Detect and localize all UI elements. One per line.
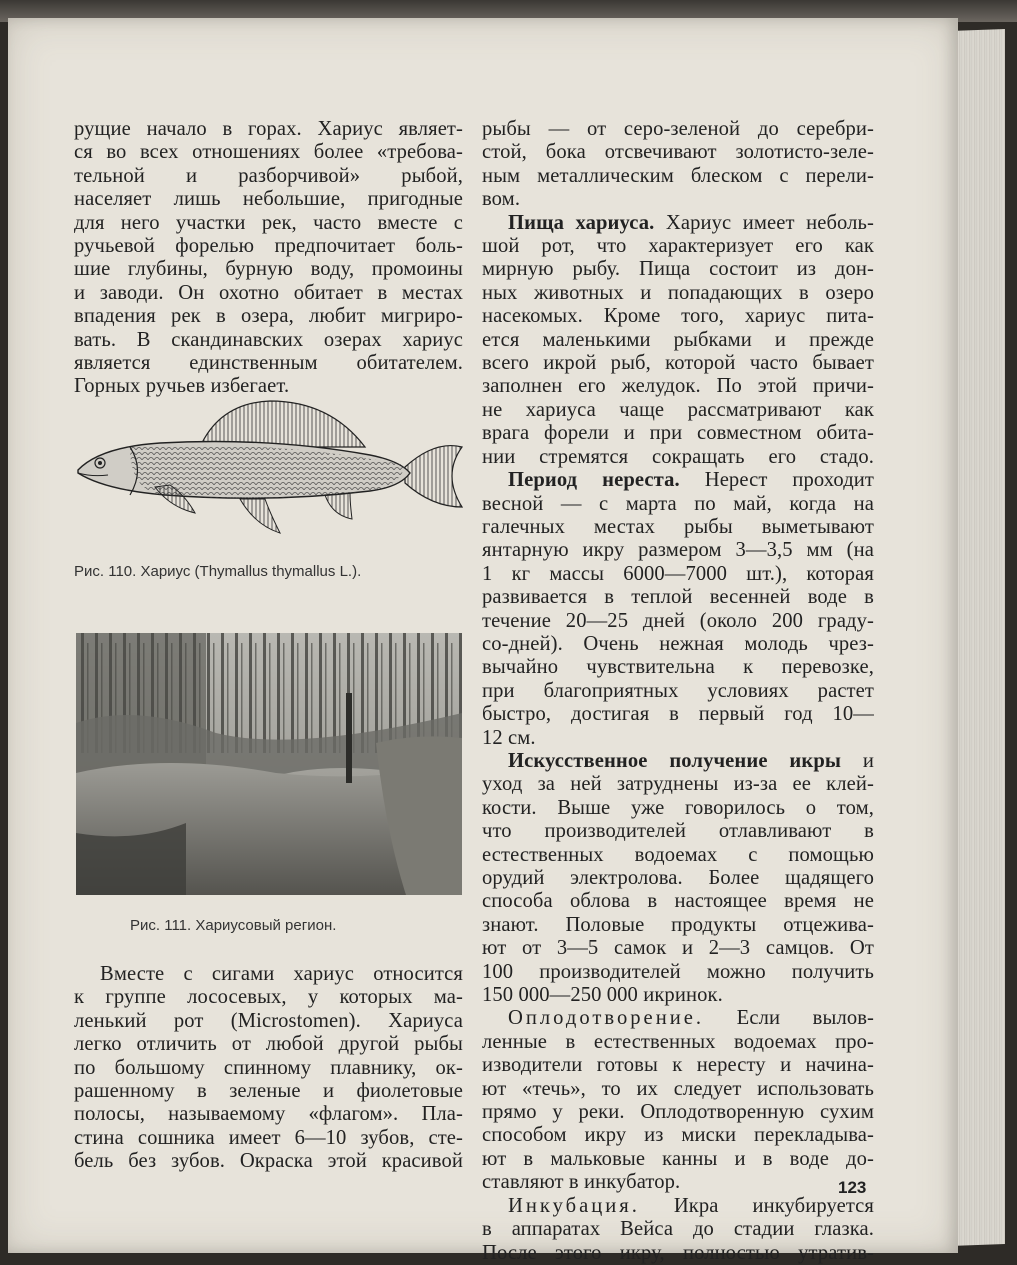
text-line: ручьевой форелью предпочитает боль- bbox=[74, 235, 463, 258]
text-line: 12 см. bbox=[482, 726, 536, 749]
text-line: знают. Половые продукты отцежива- bbox=[482, 913, 874, 936]
text-line: способа облова в настоящее время не bbox=[482, 890, 874, 913]
text-line: ленький рот (Microstomen). Хариуса bbox=[74, 1009, 463, 1032]
text-line: изводители готовы к нересту и начина- bbox=[482, 1054, 874, 1077]
text-line: для него участки рек, часто вместе с bbox=[74, 211, 463, 234]
text-line: ным металлическим блеском с перели- bbox=[482, 164, 874, 187]
text-line: естественных водоемах с помощью bbox=[482, 843, 874, 866]
text-line: весной — с марта по май, когда на bbox=[482, 492, 874, 515]
page-number: 123 bbox=[838, 1178, 867, 1197]
text-line: шие глубины, бурную воду, промоины bbox=[74, 258, 463, 281]
text-line: стой, бока отсвечивают золотисто-зеле- bbox=[482, 141, 874, 164]
text-line: уход за ней затруднены из-за ее клей- bbox=[482, 773, 874, 796]
section-heading-food: Пища хариуса. bbox=[508, 211, 655, 234]
text-line: и заводи. Он охотно обитает в местах bbox=[74, 281, 463, 304]
grayling-fish-illustration bbox=[70, 395, 465, 545]
text-line: со-дней). Очень нежная молодь чрез- bbox=[482, 632, 874, 655]
text-line: После этого икру, полностью утратив- bbox=[482, 1241, 874, 1264]
text-line: насекомых. Кроме того, хариус пита- bbox=[482, 305, 874, 328]
text-line: способом икру из миски перекладыва- bbox=[482, 1124, 874, 1147]
text-line: ленные в естественных водоемах про- bbox=[482, 1030, 874, 1053]
text-line: вом. bbox=[482, 188, 521, 211]
text-line: шой рот, что характеризует его как bbox=[482, 235, 874, 258]
text-line: вычайно чувствительна к перевозке, bbox=[482, 656, 874, 679]
text-line: рыбы — от серо-зеленой до серебри- bbox=[482, 118, 874, 140]
text-line: ют в мальковые канны и в воде до- bbox=[482, 1147, 874, 1170]
text-line: прямо у реки. Оплодотворенную сухим bbox=[482, 1101, 874, 1124]
text-line: стина сошника имеет 6—10 зубов, сте- bbox=[74, 1126, 463, 1149]
text-line: при благоприятных условиях растет bbox=[482, 679, 874, 702]
text-line: рашенному в зеленые и фиолетовые bbox=[74, 1080, 463, 1103]
text-line: ют «течь», то их следует использовать bbox=[482, 1077, 874, 1100]
text-line: в аппаратах Вейса до стадии глазка. bbox=[482, 1218, 874, 1241]
figure-111-caption: Рис. 111. Хариусовый регион. bbox=[130, 917, 337, 934]
text-line: 100 производителей можно получить bbox=[482, 960, 874, 983]
text-line: к группе лососевых, у которых ма- bbox=[74, 986, 463, 1009]
page-edges bbox=[950, 29, 1005, 1246]
section-eggs-line: Искусственное получение икры и bbox=[508, 749, 875, 772]
grayling-region-photo bbox=[76, 633, 462, 895]
text-line: что производителей отлавливают в bbox=[482, 820, 874, 843]
text-line: впадения рек в озера, любит мигриро- bbox=[74, 305, 463, 328]
text-line: ных животных и попадающих в озеро bbox=[482, 281, 874, 304]
text-line: кости. Выше уже говорилось о том, bbox=[482, 796, 874, 819]
text-line: Горных ручьев избегает. bbox=[74, 375, 290, 398]
text-line: населяет лишь небольшие, пригодные bbox=[74, 188, 463, 211]
text-line: тельной и разборчивой» рыбой, bbox=[74, 164, 463, 187]
section-fert-line: Оплодотворение. Если вылов- bbox=[508, 1007, 874, 1030]
section-spawn-line: Период нереста. Нерест проходит bbox=[508, 469, 874, 492]
text-line: 150 000—250 000 икринок. bbox=[482, 984, 723, 1007]
text-line: врага форели и при совместном обита- bbox=[482, 422, 874, 445]
text-line: ют от 3—5 самок и 2—3 самцов. От bbox=[482, 937, 874, 960]
text-line: ется маленькими рыбками и прежде bbox=[482, 328, 874, 351]
text-line: янтарную икру размером 3—3,5 мм (на bbox=[482, 539, 874, 562]
text-line: ставляют в инкубатор. bbox=[482, 1171, 681, 1194]
text-line: всего икрой рыб, которой часто бывает bbox=[482, 352, 874, 375]
section-heading-incubation: Инкубация. bbox=[508, 1194, 640, 1217]
left-column-text bbox=[74, 118, 463, 399]
left-column-bottom-text bbox=[74, 963, 463, 1174]
text-line: рущие начало в горах. Хариус являет- bbox=[74, 118, 463, 140]
text-line: ся во всех отношениях более «требова- bbox=[74, 141, 463, 164]
text-line: быстро, достигая в первый год 10— bbox=[482, 703, 874, 726]
text-line: бель без зубов. Окраска этой красивой bbox=[74, 1150, 463, 1173]
figure-110-caption: Рис. 110. Хариус (Thymallus thymallus L.). bbox=[74, 563, 362, 580]
text-line: является единственным обитателем. bbox=[74, 352, 463, 375]
text-line: по большому спинному плавнику, ок- bbox=[74, 1056, 463, 1079]
text-line: орудий электролова. Более щадящего bbox=[482, 867, 874, 889]
section-food-line: Пища хариуса. Хариус имеет неболь- bbox=[508, 211, 874, 234]
text-line: легко отличить от любой другой рыбы bbox=[74, 1033, 463, 1056]
text-line: мирную рыбу. Пища состоит из дон- bbox=[482, 258, 874, 281]
section-heading-spawn: Период нереста. bbox=[508, 469, 680, 492]
text-line: развивается в теплой весенней воде в bbox=[482, 586, 874, 609]
text-line: вать. В скандинавских озерах хариус bbox=[74, 328, 463, 351]
section-heading-eggs: Искусственное получение икры bbox=[508, 749, 842, 772]
right-column-text bbox=[482, 118, 874, 1265]
text-line: течение 20—25 дней (около 200 граду- bbox=[482, 609, 874, 632]
text-line: галечных местах рыбы выметывают bbox=[482, 515, 874, 538]
section-heading-fertilization: Оплодотворение. bbox=[508, 1007, 705, 1030]
text-line: полосы, называемому «флагом». Пла- bbox=[74, 1103, 463, 1126]
text-line: нии стремятся сокращать его стадо. bbox=[482, 445, 874, 468]
text-line: 1 кг массы 6000—7000 шт.), которая bbox=[482, 562, 874, 585]
text-line: заполнен его желудок. По этой причи- bbox=[482, 375, 874, 398]
text-line: Вместе с сигами хариус относится bbox=[100, 963, 463, 985]
text-line: не хариуса чаще рассматривают как bbox=[482, 398, 874, 421]
section-incub-line: Инкубация. Икра инкубируется bbox=[508, 1194, 874, 1217]
